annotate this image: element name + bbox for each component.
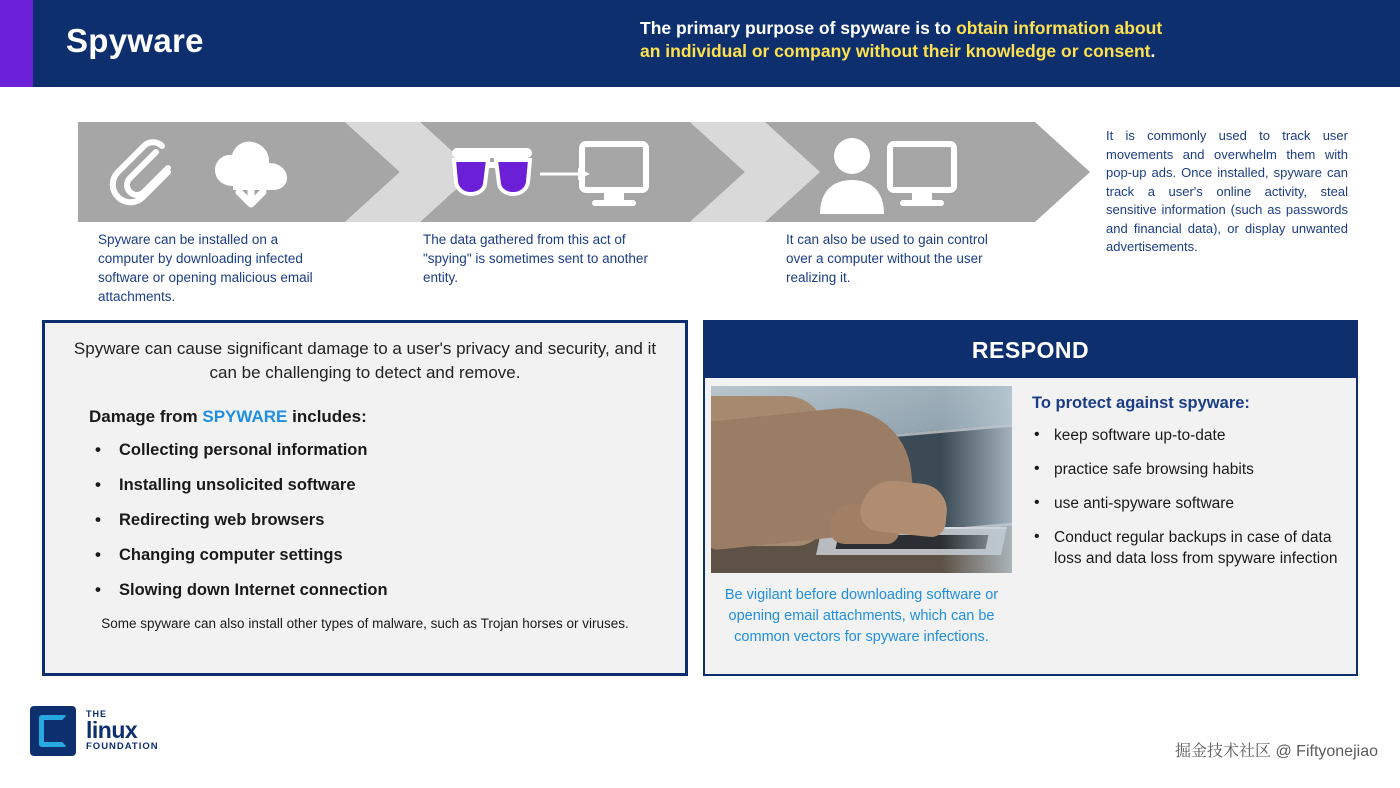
logo-line-3: FOUNDATION <box>86 741 159 753</box>
process-step-2-caption: The data gathered from this act of "spying" is sometimes sent to another entity. <box>423 232 648 285</box>
respond-panel-body <box>705 378 1356 674</box>
process-summary: It is commonly used to track user movements and overwhelm them with pop-up ads. Once installed, spyware can track a user's online activity, steal sensitive information (such as passwords and financial data), or display unwanted advertisements. <box>1106 128 1348 254</box>
logo-mark-icon <box>30 706 76 756</box>
respond-panel <box>703 320 1358 676</box>
list-item: • practice safe browsing habits <box>1032 459 1342 480</box>
header-accent-bar <box>0 0 33 87</box>
linux-foundation-logo <box>30 706 159 756</box>
process-flow <box>0 112 1400 302</box>
watermark-text: 掘金技术社区 @ Fiftyonejiao <box>1175 743 1378 760</box>
list-item: • Installing unsolicited software <box>95 476 685 495</box>
damage-panel-note: Some spyware can also install other types of malware, such as Trojan horses or viruses. <box>101 616 629 631</box>
list-item: • Slowing down Internet connection <box>95 581 685 600</box>
slide-header <box>0 0 1400 87</box>
hands-typing-on-laptop-photo <box>711 386 1012 573</box>
damage-heading-keyword: SPYWARE <box>202 407 288 426</box>
process-step-3-caption: It can also be used to gain control over a computer without the user realizing it. <box>786 232 988 285</box>
list-item: • keep software up-to-date <box>1032 425 1342 446</box>
damage-heading-before: Damage from <box>89 407 203 426</box>
list-item: • Changing computer settings <box>95 546 685 565</box>
list-item: • Collecting personal information <box>95 441 685 460</box>
damage-panel-heading <box>89 407 685 427</box>
logo-line-1: THE <box>86 708 107 719</box>
list-item: • use anti-spyware software <box>1032 493 1342 514</box>
respond-panel-left <box>705 378 1018 674</box>
damage-panel-intro: Spyware can cause significant damage to a user's privacy and security, and it can be challenging to detect and remove. <box>73 339 657 382</box>
header-subtitle-highlight-1: obtain information about <box>956 18 1163 38</box>
logo-line-2: linux <box>86 717 138 744</box>
respond-list <box>1032 425 1342 569</box>
respond-panel-header: RESPOND <box>705 322 1356 378</box>
damage-panel <box>42 320 688 676</box>
list-item: • Conduct regular backups in case of data loss and data loss from spyware infection <box>1032 527 1342 569</box>
damage-heading-after: includes: <box>287 407 367 426</box>
respond-panel-right <box>1018 378 1356 674</box>
header-subtitle-plain-2: . <box>1150 41 1156 61</box>
process-step-1-caption: Spyware can be installed on a computer by downloading infected software or opening malicious email attachments. <box>98 232 313 304</box>
page-title: Spyware <box>66 22 204 59</box>
respond-panel-caption: Be vigilant before downloading software or opening email attachments, which can be common vectors for spyware infections. <box>724 587 999 645</box>
list-item: • Redirecting web browsers <box>95 511 685 530</box>
header-subtitle <box>640 17 1340 63</box>
respond-list-title: To protect against spyware: <box>1032 394 1250 412</box>
header-subtitle-plain-1: The primary purpose of spyware is to <box>640 18 957 38</box>
damage-list <box>95 441 685 600</box>
header-subtitle-highlight-2: an individual or company without their knowledge or consent <box>640 41 1151 61</box>
logo-wordmark <box>86 710 159 752</box>
